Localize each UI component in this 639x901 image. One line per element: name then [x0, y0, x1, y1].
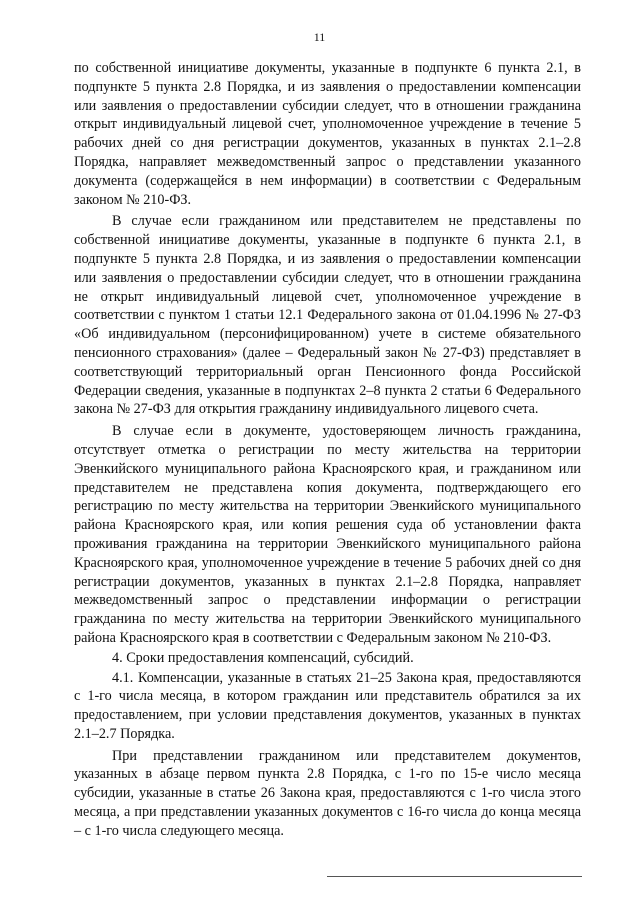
document-body	[74, 59, 581, 841]
paragraph-continuation: по собственной инициативе документы, указанные в подпункте 6 пункта 2.1, в подпункте 5 пункта 2.8 Порядка, и из заявления о предоставлении компенсации или заявления о предоставлении субсидии следует, что в отношении гражданина открыт индивидуальный лицевой счет, уполномоченное учреждение в течение 5 рабочих дней со дня регистрации документов, указанных в пунктах 2.1–2.8 Порядка, направляет межведомственный запрос о представлении указанного документа (содержащейся в нем информации) в соответствии с Федеральным законом № 210-ФЗ.	[74, 60, 581, 208]
paragraph-residence-registration: В случае если в документе, удостоверяющем личность гражданина, отсутствует отметка о регистрации по месту жительства на территории Эвенкийского муниципального района Красноярского края, и гражданином или представителем не представлена копия документа, подтверждающего его регистрацию по месту жительства на территории Эвенкийского муниципального района Красноярского края, или копия решения суда об установлении факта проживания гражданина на территории Эвенкийского муниципального района Красноярского края, уполномоченное учреждение в течение 5 рабочих дней со дня регистрации документов, указанных в пунктах 2.1–2.8 Порядка, направляет межведомственный запрос о представлении информации о регистрации гражданина по месту жительства на территории Эвенкийского муниципального района Красноярского края в соответствии с Федеральным законом № 210-ФЗ.	[74, 423, 581, 646]
paragraph-pension-account: В случае если гражданином или представителем не представлены по собственной инициативе документы, указанные в подпункте 6 пункта 2.1, в подпункте 5 пункта 2.8 Порядка, и из заявления о предоставлении компенсации или заявления о предоставлении субсидии следует, что в отношении гражданина не открыт индивидуальный лицевой счет, уполномоченное учреждение в соответствии с пунктом 1 статьи 12.1 Федерального закона от 01.04.1996 № 27-ФЗ «Об индивидуальном (персонифицированном) учете в системе обязательного пенсионного страхования» (далее – Федеральный закон № 27-ФЗ) представляет в соответствующий территориальный орган Пенсионного фонда Российской Федерации сведения, указанные в подпунктах 2–8 пункта 2 статьи 6 Федерального закона № 27-ФЗ для открытия гражданину индивидуального лицевого счета.	[74, 213, 581, 418]
paragraph-4-1: 4.1. Компенсации, указанные в статьях 21–25 Закона края, предоставляются с 1-го числа месяца, в котором гражданин или представитель обратился за их предоставлением, при условии представления документов, указанных в пунктах 2.1–2.7 Порядка.	[74, 669, 581, 742]
footer-rule	[327, 876, 582, 877]
section-heading-4: 4. Сроки предоставления компенсаций, субсидий.	[112, 649, 414, 666]
paragraph-subsidy-terms: При представлении гражданином или представителем документов, указанных в абзаце первом пункта 2.8 Порядка, с 1-го по 15-е число месяца субсидии, указанные в статье 26 Закона края, предоставляются с 1-го числа этого месяца, а при представлении указанных документов с 16-го числа до конца месяца – с 1-го числа следующего месяца.	[74, 747, 581, 839]
page-number: 11	[313, 30, 326, 44]
